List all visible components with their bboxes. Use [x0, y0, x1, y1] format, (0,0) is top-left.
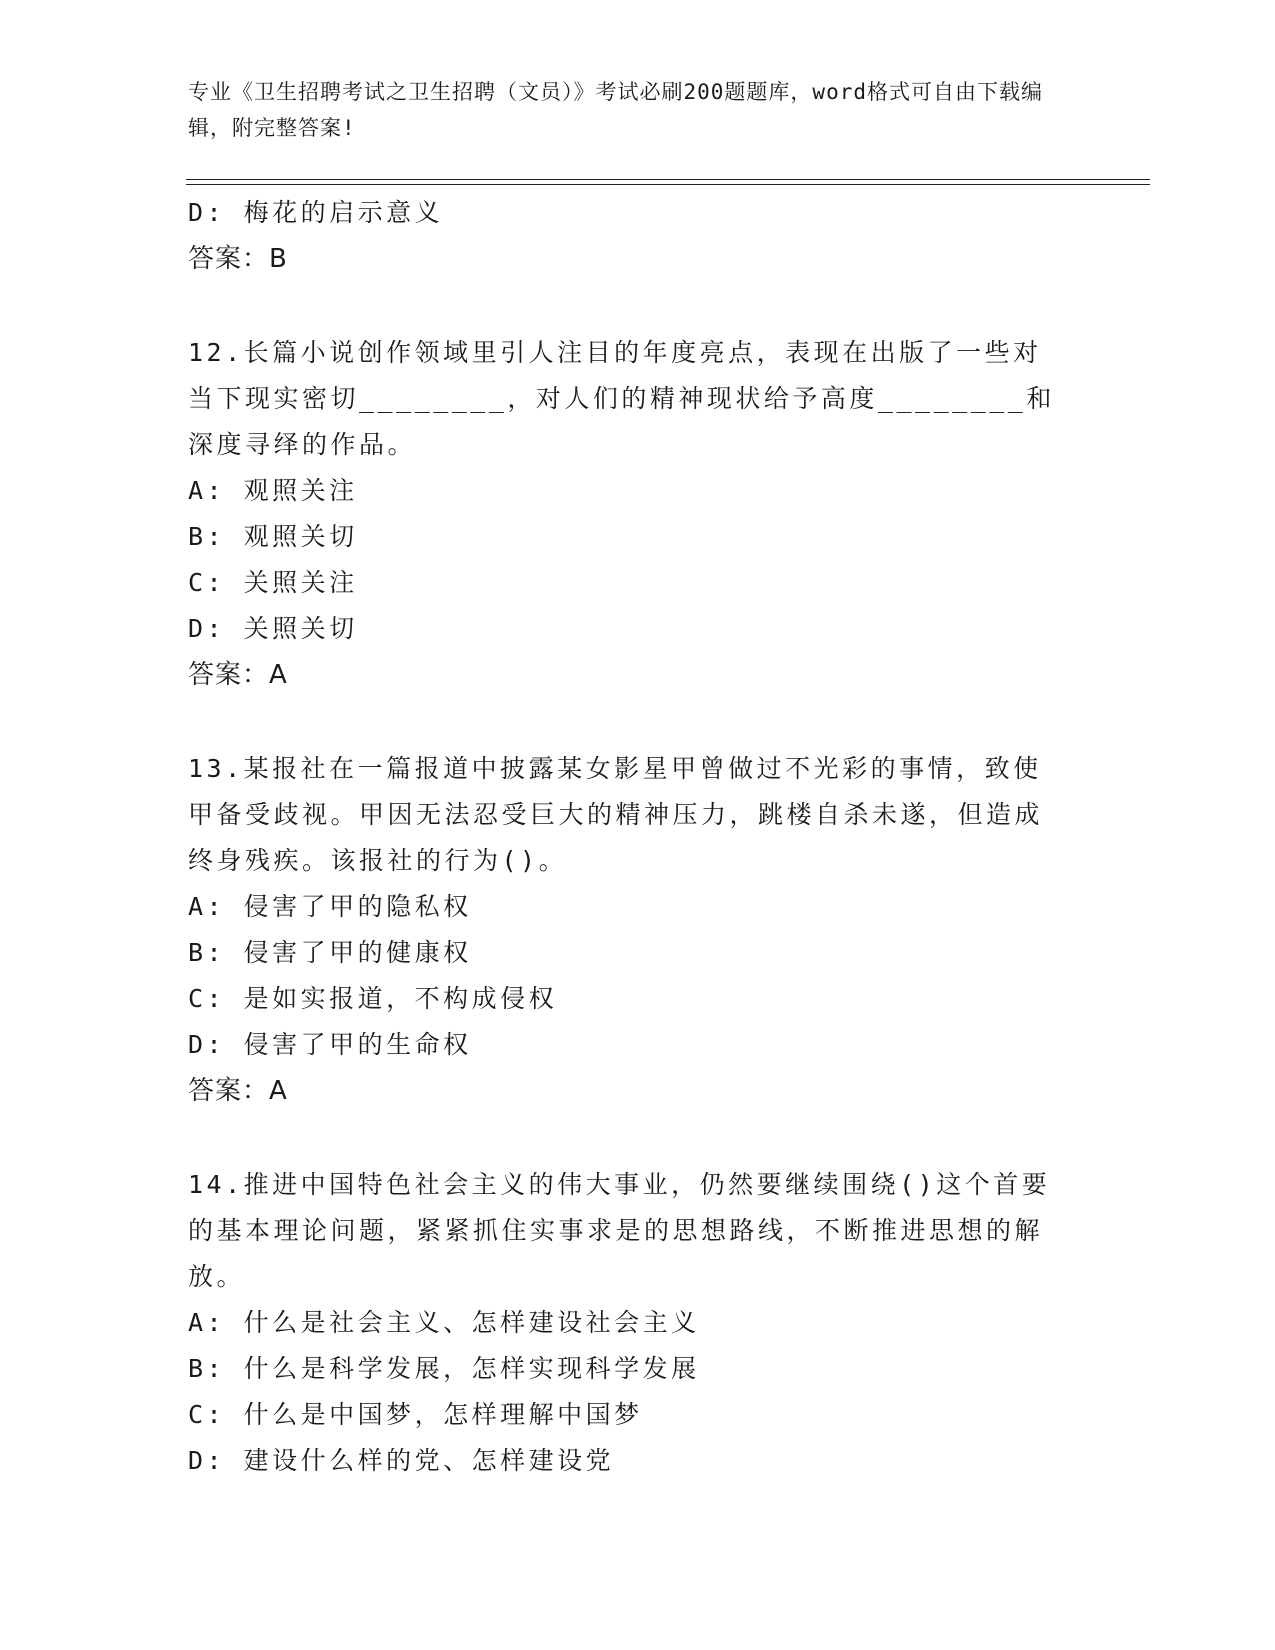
option-b: B: 观照关切 [188, 522, 358, 551]
option-d: D: 侵害了甲的生命权 [188, 1030, 472, 1059]
option-a: A: 什么是社会主义、怎样建设社会主义 [188, 1308, 700, 1337]
question-12 [188, 330, 1088, 698]
option-d: D: 建设什么样的党、怎样建设党 [188, 1446, 615, 1475]
question-stem: 12.长篇小说创作领域里引人注目的年度亮点，表现在出版了一些对当下现实密切________，对人们的精神现状给予高度________和深度寻绎的作品。 [188, 338, 1055, 459]
option-c: C: 什么是中国梦，怎样理解中国梦 [188, 1400, 643, 1429]
option-a: A: 侵害了甲的隐私权 [188, 892, 472, 921]
answer: 答案：A [188, 1076, 288, 1106]
option-b: B: 侵害了甲的健康权 [188, 938, 472, 967]
answer: 答案：A [188, 660, 288, 690]
option-b: B: 什么是科学发展，怎样实现科学发展 [188, 1354, 700, 1383]
spacer [188, 282, 1088, 330]
prev-question-option-d: D: 梅花的启示意义 [188, 198, 444, 227]
option-c: C: 是如实报道，不构成侵权 [188, 984, 558, 1013]
prev-question-answer: 答案：B [188, 244, 288, 274]
question-13 [188, 746, 1088, 1114]
document-header: 专业《卫生招聘考试之卫生招聘（文员）》考试必刷200题题库，word格式可自由下载编辑，附完整答案! [188, 80, 1043, 140]
question-stem: 14.推进中国特色社会主义的伟大事业，仍然要继续围绕()这个首要的基本理论问题，紧紧抓住实事求是的思想路线，不断推进思想的解放。 [188, 1170, 1051, 1291]
option-a: A: 观照关注 [188, 476, 358, 505]
option-d: D: 关照关切 [188, 614, 358, 643]
spacer [188, 1114, 1088, 1162]
spacer [188, 698, 1088, 746]
question-14 [188, 1162, 1088, 1484]
question-stem: 13.某报社在一篇报道中披露某女影星甲曾做过不光彩的事情，致使甲备受歧视。甲因无法忍受巨大的精神压力，跳楼自杀未遂，但造成终身残疾。该报社的行为()。 [188, 754, 1044, 875]
header-rule-top [186, 179, 1150, 180]
question-content [188, 190, 1088, 1484]
header-rule-bottom [186, 184, 1150, 185]
option-c: C: 关照关注 [188, 568, 358, 597]
